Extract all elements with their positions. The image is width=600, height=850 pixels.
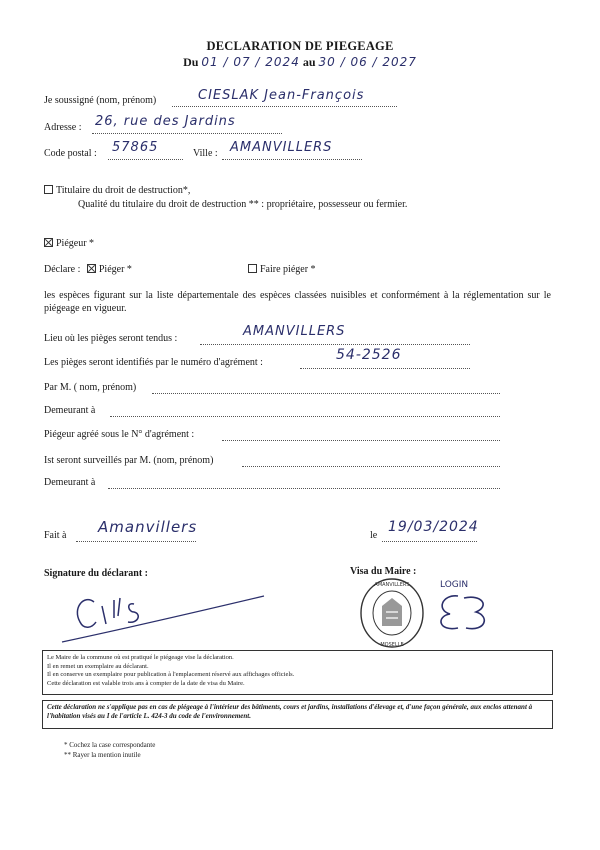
signature-declarant-label: Signature du déclarant : xyxy=(44,568,148,579)
par-m-label: Par M. ( nom, prénom) xyxy=(44,382,137,393)
soussigne-label: Je soussigné (nom, prénom) xyxy=(44,95,157,106)
period-start-date[interactable]: 01 / 07 / 2024 xyxy=(201,55,300,69)
footnote-cochez: * Cochez la case correspondante xyxy=(64,741,156,749)
declare-row xyxy=(44,264,132,275)
surveilles-field[interactable] xyxy=(242,456,500,467)
soussigne-value[interactable]: CIESLAK Jean-François xyxy=(198,88,365,103)
faire-pieger-option[interactable] xyxy=(248,264,316,275)
titulaire-label: Titulaire du droit de destruction*, xyxy=(56,185,191,196)
piegeur-option[interactable] xyxy=(44,238,94,249)
ville-label: Ville : xyxy=(193,148,218,159)
demeurant2-label: Demeurant à xyxy=(44,477,96,488)
period-au-label: au xyxy=(302,55,316,69)
scope-note-text: Cette déclaration ne s'applique pas en cas de piégeage à l'intérieur des bâtiments, cours et jardins, installations d'élevage et, d'une façon générale, aux enclos attenant à l'habitation visés au I de l'article L. 424-3 du code de l'environnement. xyxy=(47,703,533,720)
svg-text:MOSELLE: MOSELLE xyxy=(380,642,404,648)
footnote-rayer: ** Rayer la mention inutile xyxy=(64,751,141,759)
piegeur-agree-label: Piégeur agréé sous le N° d'agrément : xyxy=(44,429,195,440)
period-du-label: Du xyxy=(183,55,199,69)
visa-maire-label: Visa du Maire : xyxy=(350,566,417,577)
demeurant2-field[interactable] xyxy=(108,478,500,489)
qualite-line: Qualité du titulaire du droit de destruction ** : propriétaire, possesseur ou fermier. xyxy=(78,199,408,210)
faire-pieger-checkbox[interactable] xyxy=(248,264,257,273)
declarant-signature xyxy=(58,584,268,646)
info-line-1: Le Maire de la commune où est pratiqué le piégeage vise la déclaration. xyxy=(47,654,234,661)
le-value[interactable]: 19/03/2024 xyxy=(388,519,479,535)
svg-text:AMANVILLERS: AMANVILLERS xyxy=(374,582,410,588)
info-line-2: Il en remet un exemplaire au déclarant. xyxy=(47,662,149,670)
faire-pieger-label: Faire piéger * xyxy=(260,264,316,275)
identifies-label: Les pièges seront identifiés par le numéro d'agrément : xyxy=(44,357,263,368)
scope-note-box xyxy=(42,700,553,729)
period-line xyxy=(0,55,600,70)
le-label: le xyxy=(370,530,378,541)
declare-label: Déclare : xyxy=(44,264,81,275)
surveilles-label: Ist seront surveillés par M. (nom, prénom) xyxy=(44,455,214,466)
demeurant1-label: Demeurant à xyxy=(44,405,96,416)
lieu-value[interactable]: AMANVILLERS xyxy=(243,324,346,339)
pieger-checkbox-checked[interactable] xyxy=(87,264,96,273)
especes-paragraph: les espèces figurant sur la liste départementale des espèces classées nuisibles et conformément à la réglementation sur le piégeage en vigueur. xyxy=(44,290,551,314)
piegeur-label: Piégeur * xyxy=(56,238,95,249)
titulaire-option[interactable] xyxy=(44,185,190,196)
ville-value[interactable]: AMANVILLERS xyxy=(230,140,333,155)
fait-a-value[interactable]: Amanvillers xyxy=(98,518,198,536)
par-m-field[interactable] xyxy=(152,383,500,394)
titulaire-checkbox[interactable] xyxy=(44,185,53,194)
demeurant1-field[interactable] xyxy=(110,406,500,417)
lieu-label: Lieu où les pièges seront tendus : xyxy=(44,333,178,344)
piegeur-checkbox-checked[interactable] xyxy=(44,238,53,247)
info-line-3: Il en conserve un exemplaire pour publication à l'emplacement réservé aux affichages officiels. xyxy=(47,671,295,678)
code-postal-label: Code postal : xyxy=(44,148,97,159)
fait-a-label: Fait à xyxy=(44,530,67,541)
code-postal-value[interactable]: 57865 xyxy=(112,140,159,155)
piegeur-agree-field[interactable] xyxy=(222,430,500,441)
document-title: DECLARATION DE PIEGEAGE xyxy=(206,39,394,53)
adresse-label: Adresse : xyxy=(44,122,82,133)
maire-signature-name: LOGIN xyxy=(440,580,469,590)
identifies-value[interactable]: 54-2526 xyxy=(336,347,402,363)
pieger-label: Piéger * xyxy=(98,264,132,275)
maire-signature xyxy=(428,590,498,634)
adresse-value[interactable]: 26, rue des Jardins xyxy=(95,114,236,129)
info-line-4: Cette déclaration est valable trois ans à compter de la date de visa du Maire. xyxy=(47,679,245,687)
mayor-info-box xyxy=(42,650,553,695)
mairie-stamp xyxy=(358,576,426,650)
period-end-date[interactable]: 30 / 06 / 2027 xyxy=(318,55,417,69)
